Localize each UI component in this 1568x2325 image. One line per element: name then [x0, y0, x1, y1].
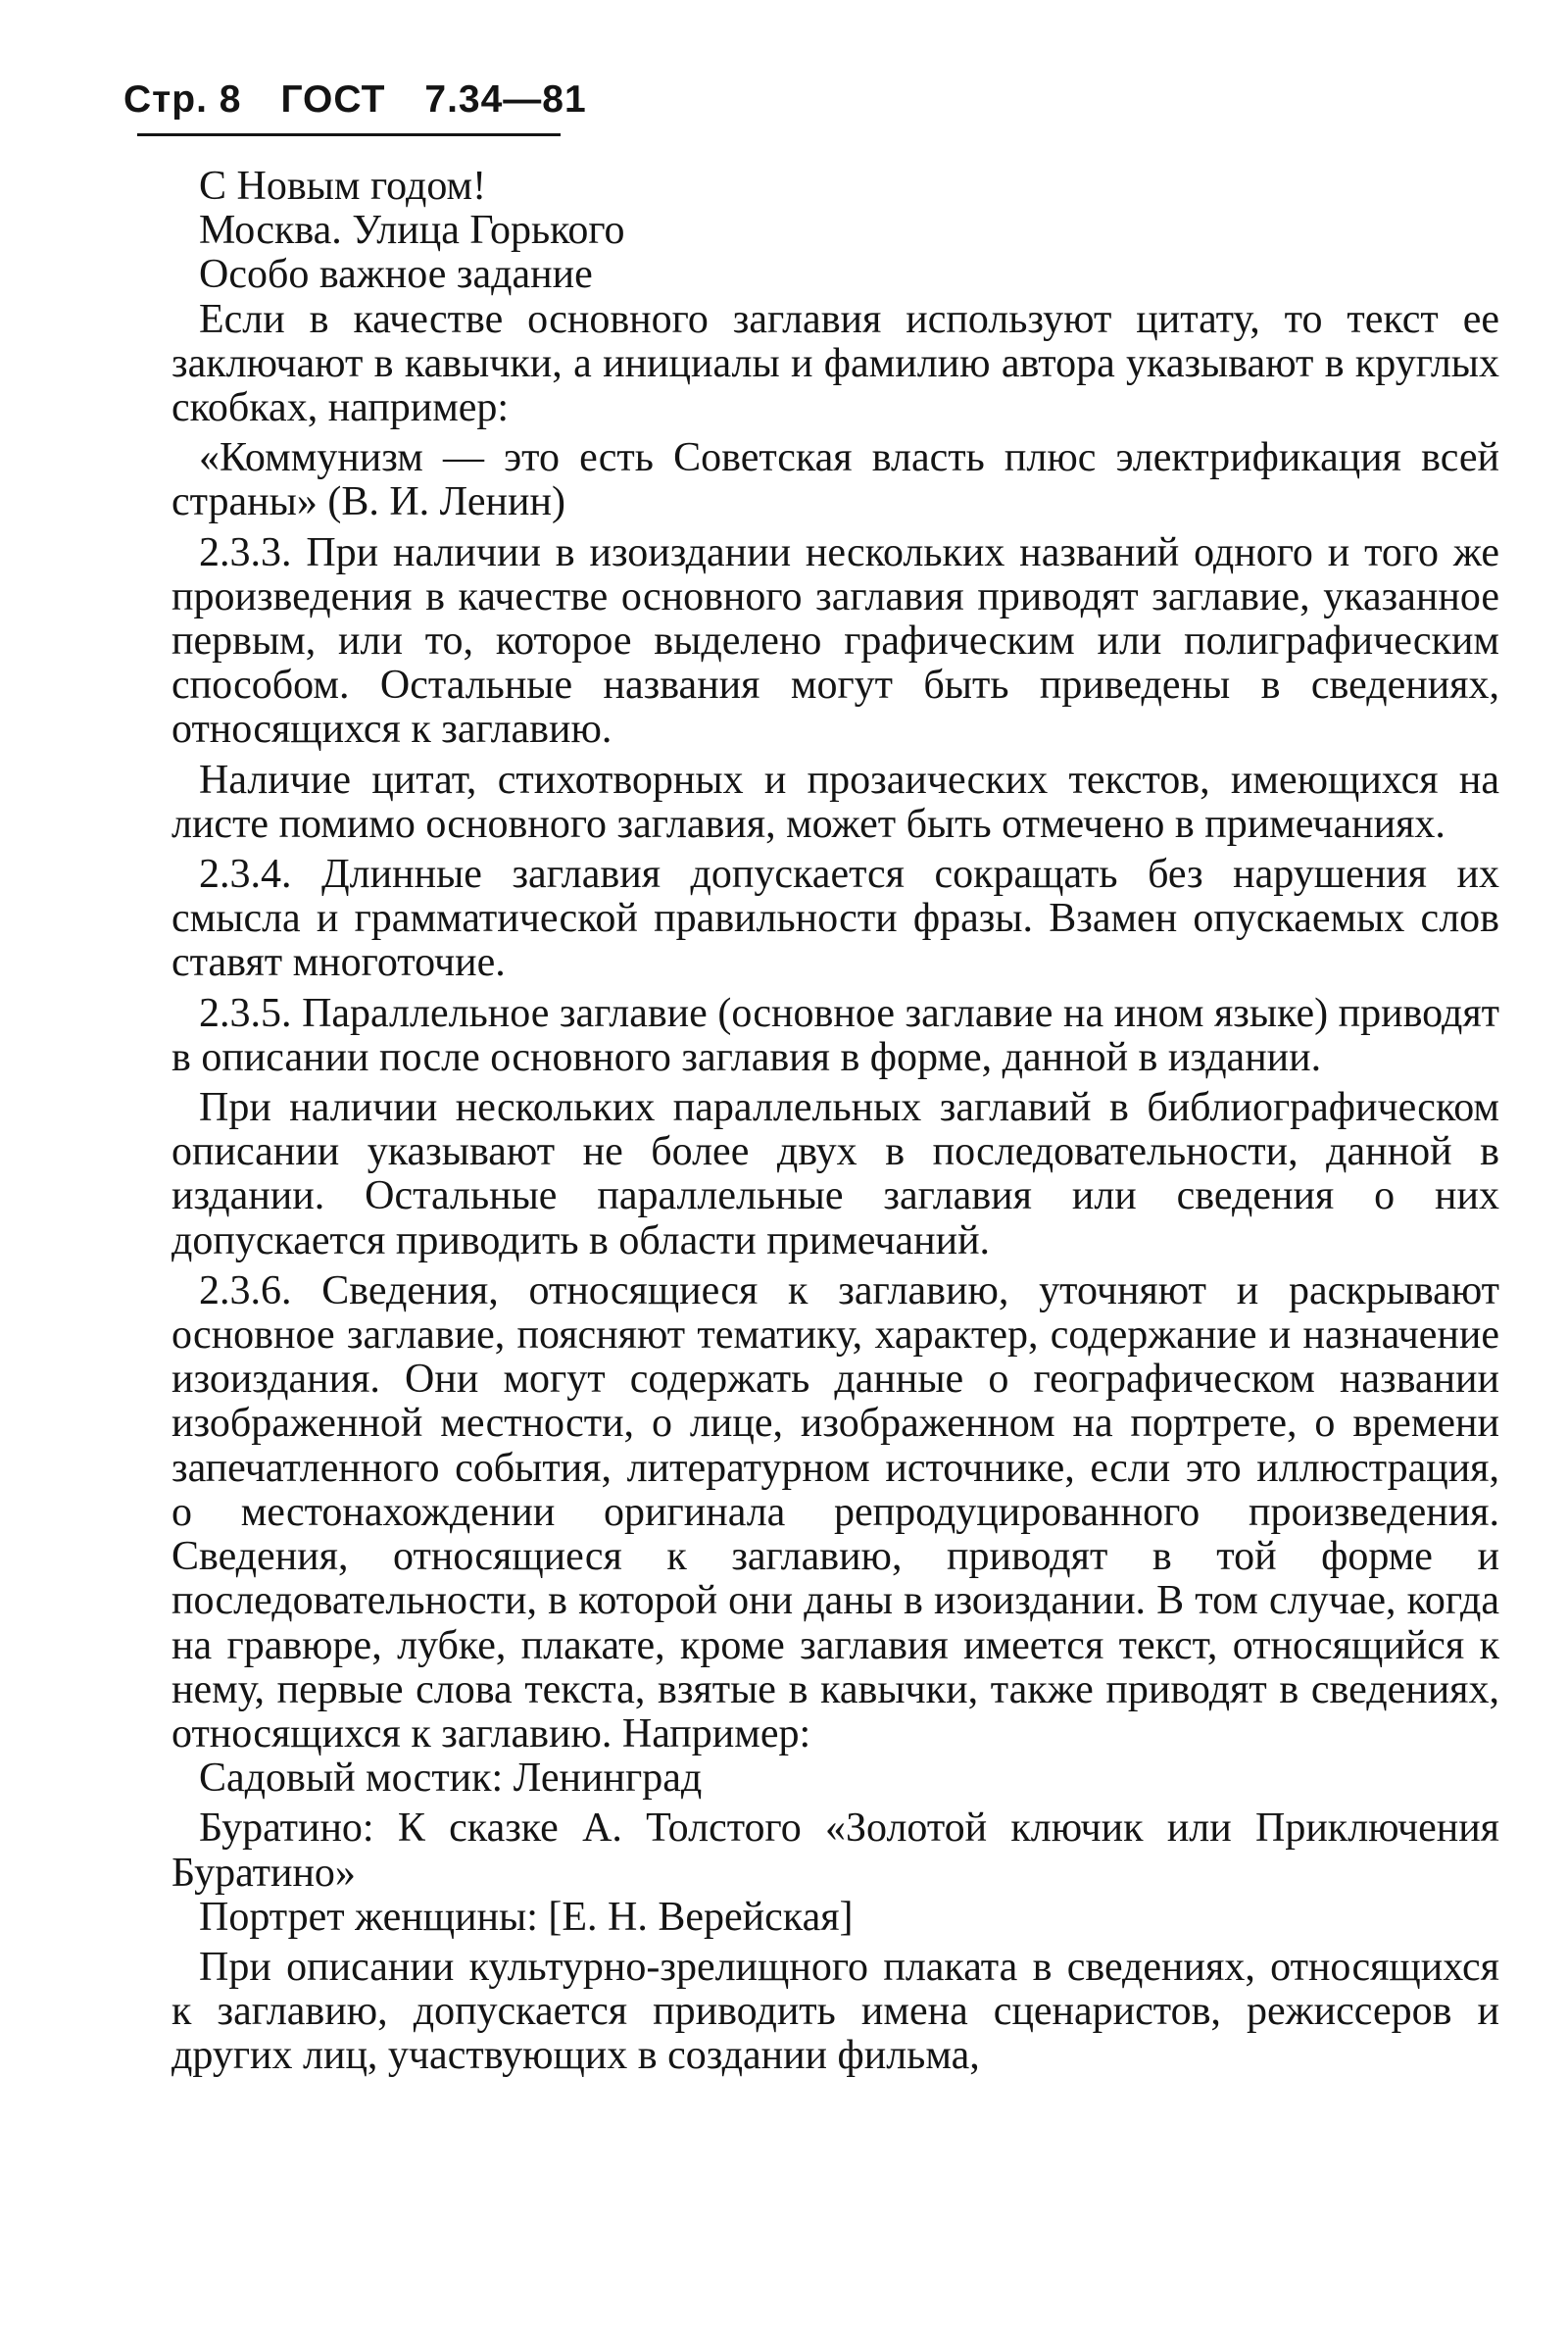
paragraph-quote-rule: Если в качестве основного заглавия используют цитату, то текст ее заключают в кавычки, а инициалы и фамилию автора указывают в круглых скобках, например:	[172, 296, 1499, 431]
example-title-6: Портрет женщины: [Е. Н. Верейская]	[199, 1894, 854, 1940]
paragraph-poster-description: При описании культурно-зрелищного плаката в сведениях, относящихся к заглавию, допускается приводить имена сценаристов, режиссеров и других лиц, участвующих в создании фильма,	[172, 1944, 1499, 2079]
paragraph-citations-note: Наличие цитат, стихотворных и прозаических текстов, имеющихся на листе помимо основного заглавия, может быть отмечено в примечаниях.	[172, 757, 1499, 847]
example-title-5: Буратино: К сказке А. Толстого «Золотой ключик или Приключения Буратино»	[172, 1806, 1499, 1896]
standard-number: 7.34—81	[424, 78, 587, 121]
paragraph-parallel-titles: При наличии нескольких параллельных заглавий в библиографическом описании указывают не более двух в последовательности, данной в издании. Остальные параллельные заглавия или сведения о них допускается приводить в области примечаний.	[172, 1085, 1499, 1263]
clause-2-3-6: 2.3.6. Сведения, относящиеся к заглавию, уточняют и раскрывают основное заглавие, поясняют тематику, характер, содержание и назначение изоиздания. Они могут содержать данные о географическом названии изображенной местности, о лице, изображенном на портрете, о времени запечатленного события, литературном источнике, если это иллюстрация, о местонахождении оригинала репродуцированного произведения. Сведения, относящиеся к заглавию, приводят в той форме и последовательности, в которой они даны в изоиздании. В том случае, когда на гравюре, лубке, плакате, кроме заглавия имеется текст, относящийся к нему, первые слова текста, взятые в кавычки, также приводят в сведениях, относящихся к заглавию. Например:	[172, 1267, 1499, 1756]
header-rule	[137, 133, 561, 136]
example-title-1: С Новым годом!	[199, 164, 487, 209]
page-number: Стр. 8	[123, 78, 242, 121]
standard-label: ГОСТ	[280, 78, 386, 121]
page-header	[123, 78, 587, 122]
example-title-4: Садовый мостик: Ленинград	[199, 1756, 703, 1802]
example-title-3: Особо важное задание	[199, 252, 593, 298]
quote-example: «Коммунизм — это есть Советская власть плюс электрификация всей страны» (В. И. Ленин)	[172, 435, 1499, 525]
clause-2-3-4: 2.3.4. Длинные заглавия допускается сокращать без нарушения их смысла и грамматической правильности фразы. Взамен опускаемых слов ставят многоточие.	[172, 852, 1499, 986]
example-title-2: Москва. Улица Горького	[199, 208, 625, 254]
clause-2-3-5: 2.3.5. Параллельное заглавие (основное заглавие на ином языке) приводят в описании после основного заглавия в форме, данной в издании.	[172, 990, 1499, 1080]
clause-2-3-3: 2.3.3. При наличии в изоиздании нескольких названий одного и того же произведения в качестве основного заглавия приводят заглавие, указанное первым, или то, которое выделено графическим или полиграфическим способом. Остальные названия могут быть приведены в сведениях, относящихся к заглавию.	[172, 529, 1499, 753]
document-body	[172, 165, 1499, 2079]
